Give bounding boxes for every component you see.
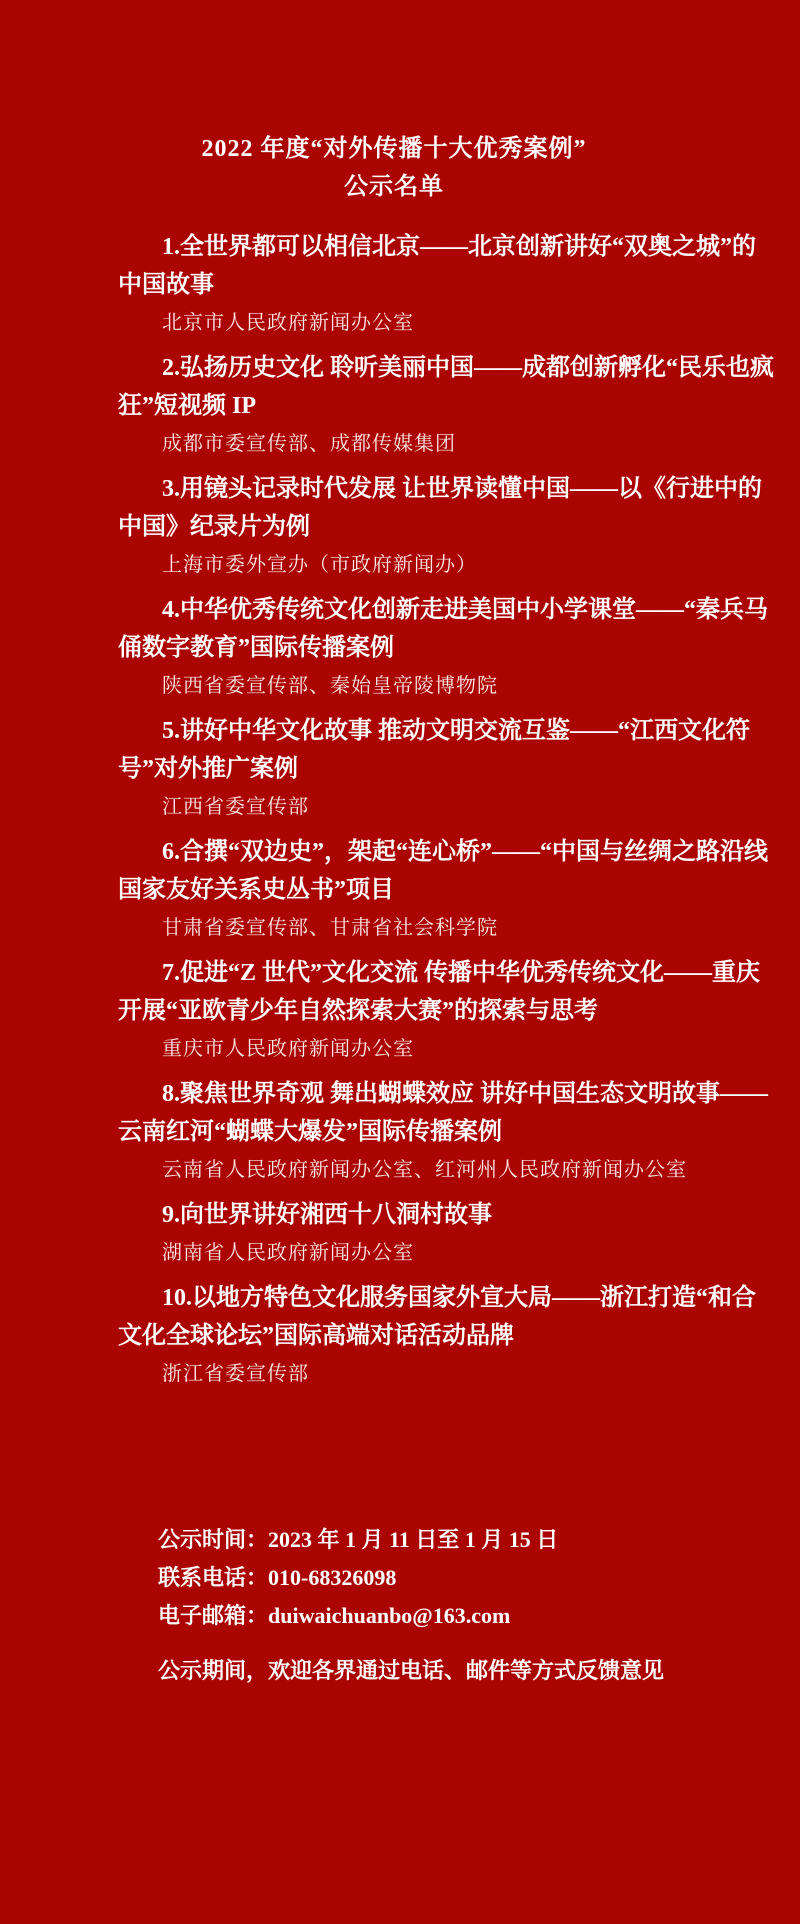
case-org: 浙江省委宣传部 [162, 1363, 309, 1385]
publicity-period-line [158, 1521, 775, 1559]
case-item [118, 954, 775, 1068]
case-org: 陕西省委宣传部、秦始皇帝陵博物院 [162, 675, 498, 697]
case-item [118, 1279, 775, 1393]
feedback-note: 公示期间，欢迎各界通过电话、邮件等方式反馈意见 [158, 1658, 665, 1683]
title-line-1: 2022 年度“对外传播十大优秀案例” [201, 136, 587, 162]
case-title: 8.聚焦世界奇观 舞出蝴蝶效应 讲好中国生态文明故事——云南红河“蝴蝶大爆发”国际传播案例 [118, 1081, 768, 1145]
publicity-period-value: 2023 年 1 月 11 日至 1 月 15 日 [268, 1527, 559, 1552]
document-title [0, 130, 800, 206]
case-title: 1.全世界都可以相信北京——北京创新讲好“双奥之城”的中国故事 [118, 234, 756, 298]
case-title: 4.中华优秀传统文化创新走进美国中小学课堂——“秦兵马俑数字教育”国际传播案例 [118, 597, 768, 661]
case-title: 7.促进“Z 世代”文化交流 传播中华优秀传统文化——重庆开展“亚欧青少年自然探索大赛”的探索与思考 [118, 960, 761, 1024]
case-org: 北京市人民政府新闻办公室 [162, 312, 414, 334]
case-item [118, 349, 775, 463]
case-item [118, 712, 775, 826]
case-title: 2.弘扬历史文化 聆听美丽中国——成都创新孵化“民乐也疯狂”短视频 IP [118, 355, 774, 419]
title-line-2: 公示名单 [344, 174, 444, 200]
case-org: 江西省委宣传部 [162, 796, 309, 818]
case-org: 上海市委外宣办（市政府新闻办） [162, 554, 477, 576]
case-item [118, 591, 775, 705]
case-org: 重庆市人民政府新闻办公室 [162, 1038, 414, 1060]
contact-phone-value: 010-68326098 [268, 1565, 397, 1590]
case-item [118, 228, 775, 342]
case-org: 湖南省人民政府新闻办公室 [162, 1242, 414, 1264]
case-title: 5.讲好中华文化故事 推动文明交流互鉴——“江西文化符号”对外推广案例 [118, 718, 750, 782]
case-title: 9.向世界讲好湘西十八洞村故事 [162, 1202, 492, 1228]
case-title: 3.用镜头记录时代发展 让世界读懂中国——以《行进中的中国》纪录片为例 [118, 476, 762, 540]
case-org: 云南省人民政府新闻办公室、红河州人民政府新闻办公室 [162, 1159, 687, 1181]
contact-phone-label: 联系电话： [158, 1565, 269, 1590]
publicity-period-label: 公示时间： [158, 1527, 269, 1552]
case-item [118, 470, 775, 584]
case-list [0, 228, 800, 1393]
contact-phone-line [158, 1559, 775, 1597]
contact-email-value: duiwaichuanbo@163.com [268, 1603, 511, 1628]
contact-email-line [158, 1597, 775, 1635]
case-org: 甘肃省委宣传部、甘肃省社会科学院 [162, 917, 498, 939]
case-org: 成都市委宣传部、成都传媒集团 [162, 433, 456, 455]
contact-email-label: 电子邮箱： [158, 1603, 269, 1628]
case-item [118, 833, 775, 947]
case-item [118, 1196, 775, 1272]
case-item [118, 1075, 775, 1189]
case-title: 6.合撰“双边史”，架起“连心桥”——“中国与丝绸之路沿线国家友好关系史丛书”项目 [118, 839, 768, 903]
case-title: 10.以地方特色文化服务国家外宣大局——浙江打造“和合文化全球论坛”国际高端对话活动品牌 [118, 1285, 756, 1349]
notice-block [0, 1521, 800, 1690]
